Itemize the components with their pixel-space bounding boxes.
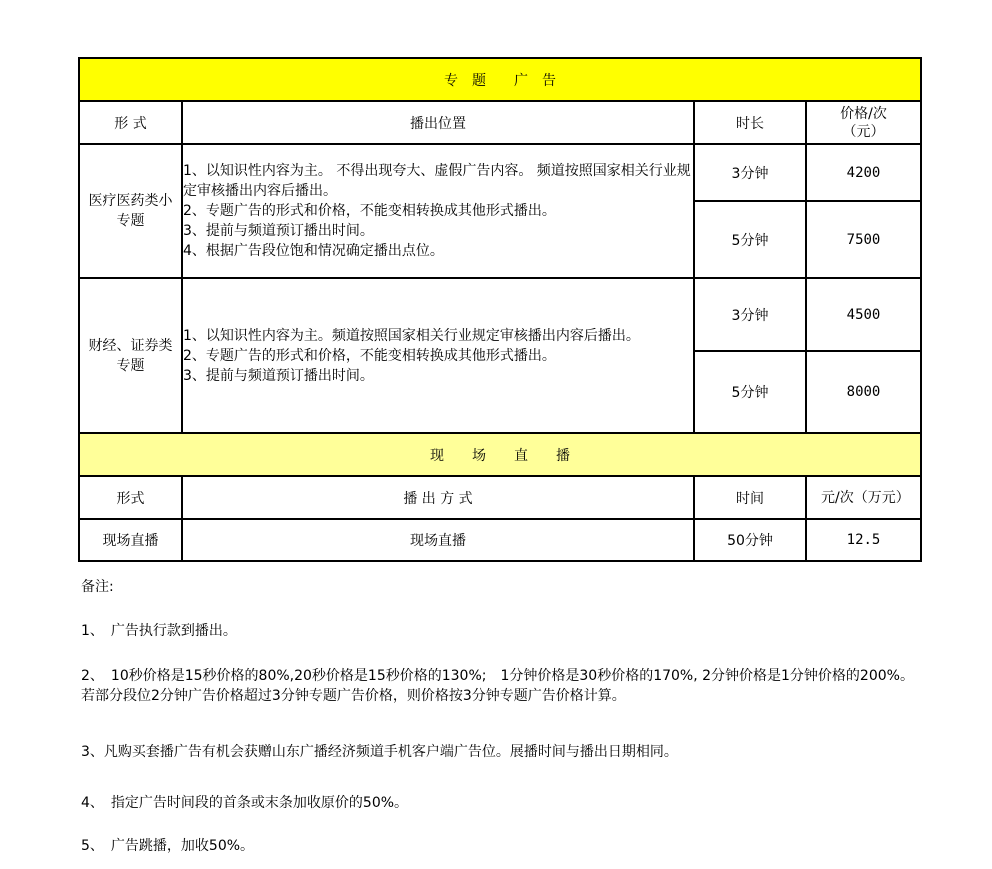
notes-heading: 备注: — [81, 579, 114, 595]
header-price: 价格/次（元） — [806, 101, 921, 144]
category-finance: 财经、证券类专题 — [79, 278, 182, 433]
live-section-title: 现 场 直 播 — [79, 433, 921, 476]
description-finance — [182, 278, 694, 433]
description-line: 3、提前与频道预订播出时间。 — [183, 367, 374, 384]
topic-section-title: 专 题 广 告 — [79, 58, 921, 101]
duration-cell: 3分钟 — [694, 278, 806, 351]
ad-price-table — [78, 57, 922, 562]
note-item-2: 2、 10秒价格是15秒价格的80%,20秒价格是15秒价格的130%; 1分钟价格是30秒价格的170%, 2分钟价格是1分钟价格的200%。若部分段位2分钟广告价格超过3分钟专题广告价格，则价格按3分钟专题广告价格计算。 — [81, 668, 914, 704]
live-time-cell: 50分钟 — [694, 519, 806, 561]
live-price-cell: 12.5 — [806, 519, 921, 561]
description-line: 4、根据广告段位饱和情况确定播出点位。 — [183, 243, 444, 259]
header-duration: 时长 — [694, 101, 806, 144]
duration-cell: 5分钟 — [694, 351, 806, 433]
description-medical — [182, 144, 694, 278]
category-medical: 医疗医药类小专题 — [79, 144, 182, 278]
price-cell: 4200 — [806, 144, 921, 201]
duration-cell: 3分钟 — [694, 144, 806, 201]
description-line: 1、以知识性内容为主。频道按照国家相关行业规定审核播出内容后播出。 — [183, 327, 640, 344]
note-item-5: 5、 广告跳播，加收50%。 — [81, 838, 255, 854]
duration-cell: 5分钟 — [694, 201, 806, 278]
live-header-price: 元/次（万元） — [806, 476, 921, 519]
live-form-cell: 现场直播 — [79, 519, 182, 561]
live-header-time: 时间 — [694, 476, 806, 519]
live-header-method: 播 出 方 式 — [182, 476, 694, 519]
note-item-3: 3、凡购买套播广告有机会获赠山东广播经济频道手机客户端广告位。展播时间与播出日期相同。 — [81, 744, 678, 760]
description-line: 1、以知识性内容为主。 不得出现夸大、虚假广告内容。 频道按照国家相关行业规定审核播出内容后播出。 — [183, 163, 691, 199]
description-line: 2、专题广告的形式和价格，不能变相转换成其他形式播出。 — [183, 203, 556, 219]
description-line: 3、提前与频道预订播出时间。 — [183, 223, 374, 239]
header-form: 形 式 — [79, 101, 182, 144]
note-item-1: 1、 广告执行款到播出。 — [81, 623, 237, 639]
header-position: 播出位置 — [182, 101, 694, 144]
note-item-4: 4、 指定广告时间段的首条或末条加收原价的50%。 — [81, 795, 409, 811]
price-cell: 4500 — [806, 278, 921, 351]
description-line: 2、专题广告的形式和价格，不能变相转换成其他形式播出。 — [183, 347, 556, 364]
live-method-cell: 现场直播 — [182, 519, 694, 561]
live-header-form: 形式 — [79, 476, 182, 519]
price-cell: 7500 — [806, 201, 921, 278]
price-cell: 8000 — [806, 351, 921, 433]
